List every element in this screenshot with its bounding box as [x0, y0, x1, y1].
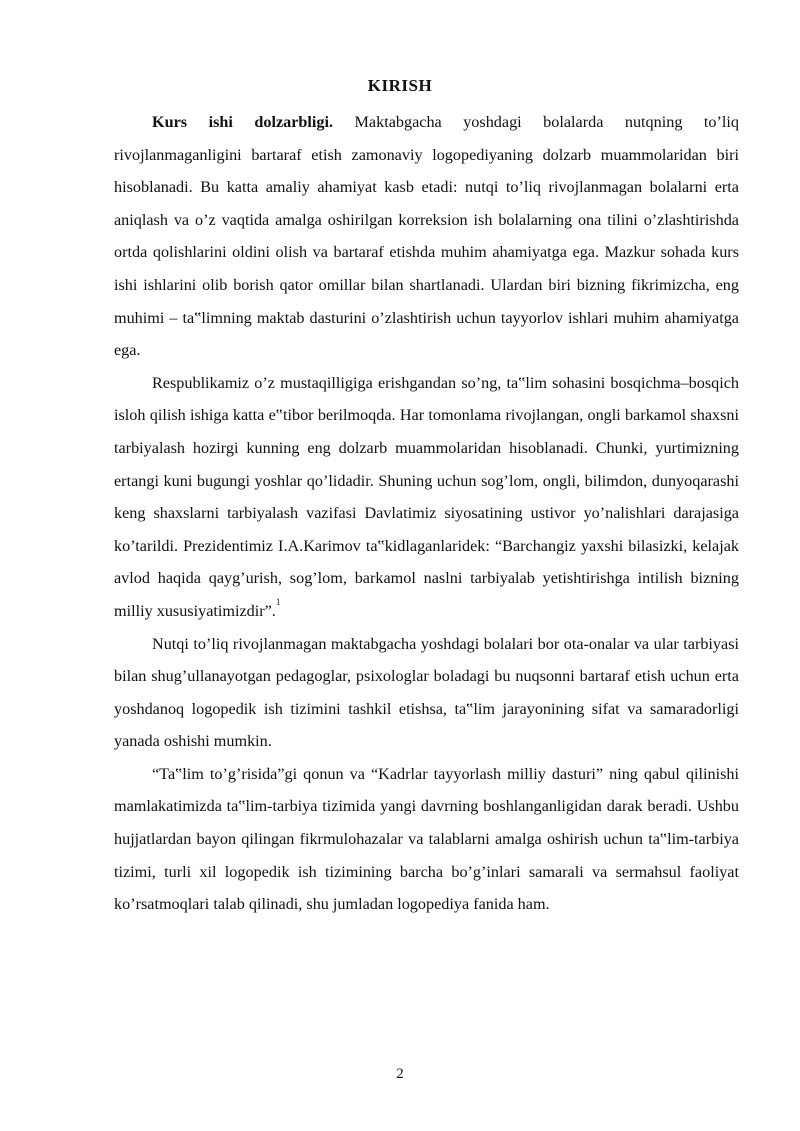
- paragraph-lead: Kurs ishi dolzarbligi.: [152, 113, 334, 131]
- paragraph-law: [114, 758, 739, 921]
- paragraph-speech: [114, 628, 739, 758]
- paragraph-republic: [114, 367, 739, 628]
- paragraph-text: “Ta‟lim to’g’risida”gi qonun va “Kadrlar tayyorlash milliy dasturi” ning qabul qilinishi mamlakatimizda ta‟lim-tarbiya tizimida yangi davrning boshlanganligidan darak beradi. Ushbu hujjatlardan bayon qilingan fikrmulohazalar va talablarni amalga oshirish uchun ta‟lim-tarbiya tizimi, turli xil logopedik ish tizimining barcha bo’g’inlari samarali va sermahsul faoliyat ko’rsatmoqlari talab qilinadi, shu jumladan logopediya fanida ham.: [114, 764, 739, 914]
- paragraph-text: Respublikamiz o’z mustaqilligiga erishgandan so’ng, ta‟lim sohasini bosqichma–bosqich isloh qilish ishiga katta e‟tibor berilmoqda. Har tomonlama rivojlangan, ongli barkamol shaxsni tarbiyalash hozirgi kunning eng dolzarb muammolaridan hisoblanadi. Chunki, yurtimizning ertangi kuni bugungi yoshlar qo’lidadir. Shuning uchun sog’lom, ongli, bilimdon, dunyoqarashi keng shaxslarni tarbiyalash vazifasi Davlatimiz siyosatining ustivor yo’nalishlari darajasiga ko’tarildi. Prezidentimiz I.A.Karimov ta‟kidlaganlaridek: “Barchangiz yaxshi bilasizki, kelajak avlod haqida qayg’urish, sog’lom, barkamol naslni tarbiyalab yetishtirishga intilish bizning milliy xususiyatimizdir”.: [114, 373, 739, 620]
- footnote-marker[interactable]: 1: [275, 596, 281, 607]
- page-number: 2: [396, 1066, 404, 1082]
- paragraph-text: Nutqi to’liq rivojlanmagan maktabgacha yoshdagi bolalari bor ota-onalar va ular tarbiyasi bilan shug’ullanayotgan pedagoglar, psixologlar boladagi bu nuqsonni bartaraf etish uchun erta yoshdanoq logopedik ish tizimini tashkil etishsa, ta‟lim jarayonining sifat va samaradorligi yanada oshishi mumkin.: [114, 634, 739, 751]
- paragraph-text: Maktabgacha yoshdagi bolalarda nutqning to’liq rivojlanmaganligini bartaraf etish zamonaviy logopediyaning dolzarb muammolaridan biri hisoblanadi. Bu katta amaliy ahamiyat kasb etadi: nutqi to’liq rivojlanmagan bolalarni erta aniqlash va o’z vaqtida amalga oshirilgan korreksion ish bolalarning ona tilini o’zlashtirishda ortda qolishlarini oldini olish va bartaraf etishda muhim ahamiyatga ega. Mazkur sohada kurs ishi ishlarini olib borish qator omillar bilan shartlanadi. Ulardan biri bizning fikrimizcha, eng muhimi – ta‟limning maktab dasturini o’zlashtirish uchun tayyorlov ishlari muhim ahamiyatga ega.: [114, 113, 739, 360]
- document-body: [114, 106, 739, 921]
- paragraph-relevance: [114, 106, 739, 367]
- section-title: KIRISH: [367, 76, 433, 95]
